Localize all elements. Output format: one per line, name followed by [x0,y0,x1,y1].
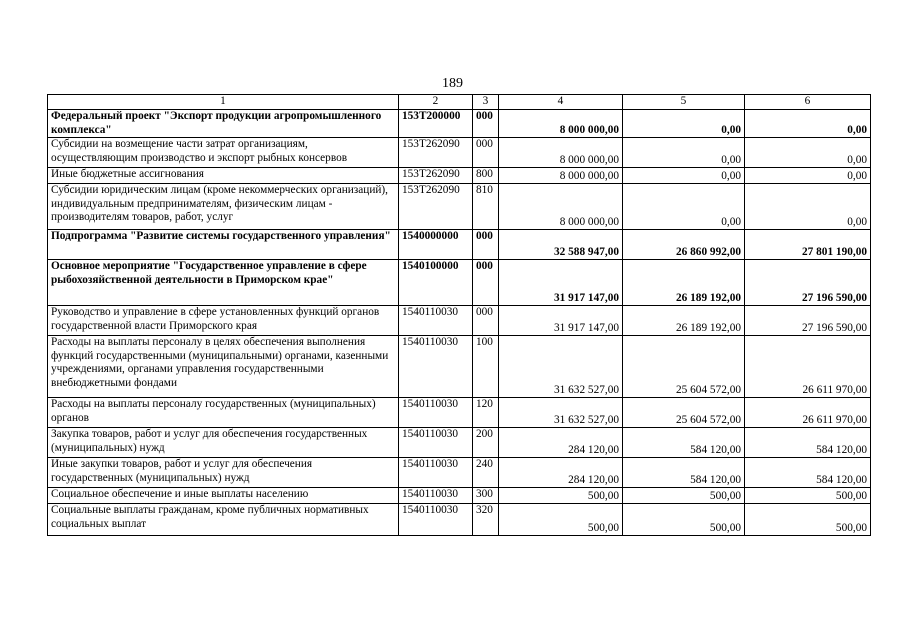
table-row [48,138,871,168]
row-value-col5: 0,00 [623,184,745,230]
row-name: Основное мероприятие "Государственное управление в сфере рыбохозяйственной деятельности в Приморском крае" [48,260,399,306]
table-row [48,230,871,260]
row-name: Расходы на выплаты персоналу в целях обеспечения выполнения функций государственными (муниципальными) органами, казенными учреждениями, органами управления государственными внебюджетными фондами [48,336,399,398]
column-header: 6 [745,95,871,110]
row-value-col4: 31 632 527,00 [499,336,623,398]
table-row [48,110,871,138]
row-value-col6: 500,00 [745,504,871,536]
row-code: 1540110030 [399,336,473,398]
row-kvr: 000 [473,306,499,336]
row-value-col5: 584 120,00 [623,428,745,458]
row-name: Иные бюджетные ассигнования [48,168,399,184]
table-row [48,458,871,488]
row-name: Расходы на выплаты персоналу государственных (муниципальных) органов [48,398,399,428]
row-name: Субсидии на возмещение части затрат организациям, осуществляющим производство и экспорт рыбных консервов [48,138,399,168]
row-kvr: 320 [473,504,499,536]
row-code: 1540110030 [399,306,473,336]
row-kvr: 000 [473,110,499,138]
row-name: Руководство и управление в сфере установленных функций органов государственной власти Приморского края [48,306,399,336]
row-value-col6: 584 120,00 [745,458,871,488]
row-value-col4: 8 000 000,00 [499,184,623,230]
row-value-col4: 31 917 147,00 [499,306,623,336]
row-value-col6: 27 801 190,00 [745,230,871,260]
row-code: 153T262090 [399,138,473,168]
column-header: 2 [399,95,473,110]
column-header: 4 [499,95,623,110]
row-value-col5: 0,00 [623,168,745,184]
page-number: 189 [442,76,463,91]
row-code: 1540100000 [399,260,473,306]
table-row [48,336,871,398]
row-value-col4: 8 000 000,00 [499,138,623,168]
row-name: Федеральный проект "Экспорт продукции агропромышленного комплекса" [48,110,399,138]
row-value-col6: 500,00 [745,488,871,504]
row-value-col4: 284 120,00 [499,428,623,458]
row-value-col4: 31 632 527,00 [499,398,623,428]
row-code: 153T262090 [399,184,473,230]
row-kvr: 000 [473,260,499,306]
row-kvr: 000 [473,138,499,168]
row-value-col6: 0,00 [745,168,871,184]
row-value-col4: 500,00 [499,488,623,504]
row-value-col6: 27 196 590,00 [745,306,871,336]
column-header: 5 [623,95,745,110]
table-row [48,184,871,230]
row-kvr: 120 [473,398,499,428]
row-kvr: 800 [473,168,499,184]
row-value-col4: 31 917 147,00 [499,260,623,306]
row-value-col5: 26 189 192,00 [623,260,745,306]
row-code: 153T200000 [399,110,473,138]
row-kvr: 810 [473,184,499,230]
row-name: Подпрограмма "Развитие системы государственного управления" [48,230,399,260]
row-value-col5: 26 860 992,00 [623,230,745,260]
row-name: Субсидии юридическим лицам (кроме некоммерческих организаций), индивидуальным предпринимателям, физическим лицам - производителям товаров, работ, услуг [48,184,399,230]
row-code: 1540000000 [399,230,473,260]
row-kvr: 200 [473,428,499,458]
row-value-col5: 25 604 572,00 [623,398,745,428]
row-value-col5: 0,00 [623,110,745,138]
row-value-col5: 25 604 572,00 [623,336,745,398]
table-row [48,260,871,306]
row-name: Социальное обеспечение и иные выплаты населению [48,488,399,504]
row-value-col6: 584 120,00 [745,428,871,458]
row-value-col5: 26 189 192,00 [623,306,745,336]
row-value-col6: 27 196 590,00 [745,260,871,306]
row-value-col6: 0,00 [745,184,871,230]
row-value-col4: 32 588 947,00 [499,230,623,260]
row-kvr: 240 [473,458,499,488]
row-value-col4: 8 000 000,00 [499,110,623,138]
row-code: 153T262090 [399,168,473,184]
row-name: Иные закупки товаров, работ и услуг для обеспечения государственных (муниципальных) нужд [48,458,399,488]
row-value-col6: 0,00 [745,110,871,138]
row-name: Закупка товаров, работ и услуг для обеспечения государственных (муниципальных) нужд [48,428,399,458]
row-kvr: 100 [473,336,499,398]
row-code: 1540110030 [399,428,473,458]
row-value-col4: 500,00 [499,504,623,536]
row-value-col6: 0,00 [745,138,871,168]
row-kvr: 300 [473,488,499,504]
row-value-col4: 284 120,00 [499,458,623,488]
table-row [48,428,871,458]
row-value-col6: 26 611 970,00 [745,398,871,428]
row-value-col5: 500,00 [623,488,745,504]
table-row [48,306,871,336]
table-header-row [48,95,871,110]
row-value-col5: 0,00 [623,138,745,168]
table-row [48,398,871,428]
row-value-col4: 8 000 000,00 [499,168,623,184]
column-header: 1 [48,95,399,110]
column-header: 3 [473,95,499,110]
budget-table [47,94,871,536]
table-row [48,504,871,536]
row-value-col5: 500,00 [623,504,745,536]
row-code: 1540110030 [399,504,473,536]
row-value-col5: 584 120,00 [623,458,745,488]
table-row [48,168,871,184]
row-code: 1540110030 [399,458,473,488]
table-row [48,488,871,504]
row-kvr: 000 [473,230,499,260]
row-value-col6: 26 611 970,00 [745,336,871,398]
row-code: 1540110030 [399,398,473,428]
row-code: 1540110030 [399,488,473,504]
row-name: Социальные выплаты гражданам, кроме публичных нормативных социальных выплат [48,504,399,536]
